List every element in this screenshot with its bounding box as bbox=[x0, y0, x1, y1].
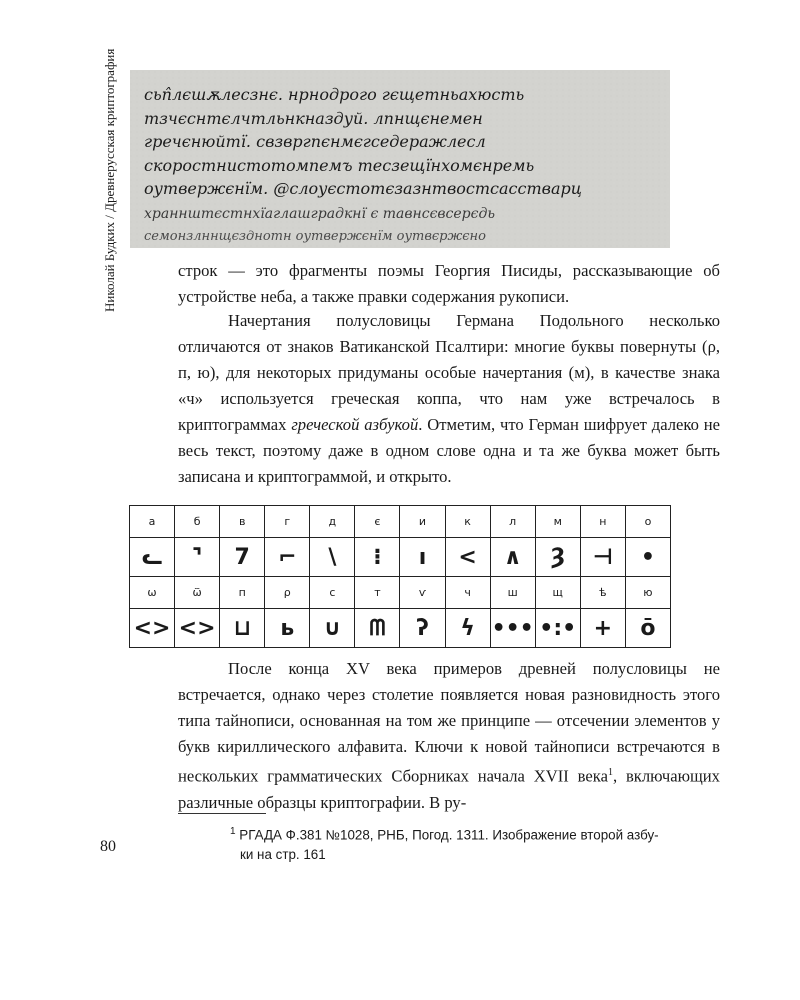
cipher-glyph-cell: <> bbox=[130, 609, 175, 648]
letter-cell: г bbox=[265, 506, 310, 538]
cipher-glyph-cell: ᗰ bbox=[355, 609, 400, 648]
letter-cell: ѡ bbox=[130, 577, 175, 609]
letter-cell: ѿ bbox=[175, 577, 220, 609]
letter-cell: ю bbox=[625, 577, 670, 609]
cipher-glyph-cell: \ bbox=[310, 538, 355, 577]
letter-cell: д bbox=[310, 506, 355, 538]
cipher-glyph-cell: ∧ bbox=[490, 538, 535, 577]
paragraph-2-text-end: . Отметим, что Герман шифрует далеко не весь текст, поэтому даже в одном слове одна и та же буква может быть записана и криптограммой, и открыто. bbox=[178, 415, 721, 486]
cipher-glyph-cell: ⊣ bbox=[580, 538, 625, 577]
footnote-number: 1 bbox=[230, 826, 236, 837]
manuscript-line: оутвержєнїм. @слоуєстотєзазнтвостсасстварц bbox=[144, 179, 582, 198]
cipher-glyph-cell: < bbox=[445, 538, 490, 577]
cipher-glyph-cell: ᓚ bbox=[130, 538, 175, 577]
glyphs-row-2 bbox=[130, 609, 671, 648]
cipher-glyph-cell: ь bbox=[265, 609, 310, 648]
manuscript-line: тзчєснтєлчтльнкназдуй. лпнщєнемен bbox=[144, 109, 483, 128]
cipher-glyph-cell: + bbox=[580, 609, 625, 648]
letter-cell: ѣ bbox=[580, 577, 625, 609]
cipher-key-table bbox=[129, 505, 671, 648]
letter-cell: ѵ bbox=[400, 577, 445, 609]
cipher-glyph-cell: ʔ bbox=[400, 609, 445, 648]
paragraph-1: строк — это фрагменты поэмы Георгия Писиды, рассказывающие об устройстве неба, а также правки содержания рукописи. bbox=[178, 261, 720, 306]
cipher-glyph-cell: ō bbox=[625, 609, 670, 648]
letter-cell: т bbox=[355, 577, 400, 609]
cipher-glyph-cell: ⌝ bbox=[175, 538, 220, 577]
footnote-reference: 1 bbox=[607, 767, 613, 778]
cipher-glyph-cell: •:• bbox=[535, 609, 580, 648]
letter-cell: с bbox=[310, 577, 355, 609]
cipher-glyph-cell: ⊔ bbox=[220, 609, 265, 648]
letter-cell: п bbox=[220, 577, 265, 609]
cipher-glyph-cell: Ȝ bbox=[535, 538, 580, 577]
letter-cell: н bbox=[580, 506, 625, 538]
paragraph-3-text: После конца XV века примеров древней полусловицы не встречается, однако через столетие появляется новая разновидность этого типа тайнописи, основанная на том же принципе — отсечении элементов у букв кириллического алфавита. Ключи к новой тайнописи встречаются в нескольких грамматических Сборниках начала XVII века bbox=[178, 659, 720, 786]
letter-cell: и bbox=[400, 506, 445, 538]
cipher-glyph-cell: 7 bbox=[220, 538, 265, 577]
paragraph-2-italic: греческой азбукой bbox=[291, 415, 419, 434]
cipher-glyph-cell: ••• bbox=[490, 609, 535, 648]
cipher-glyph-cell: ⌐ bbox=[265, 538, 310, 577]
letters-row-2 bbox=[130, 577, 671, 609]
manuscript-line: храннштєстнхїаглашградкнї є тавнсєвсерєдь bbox=[144, 206, 495, 222]
footnote-line-1: РГАДА Ф.381 №1028, РНБ, Погод. 1311. Изображение второй азбу- bbox=[239, 827, 659, 843]
manuscript-line: семонзлннщєзднотн оутвержєнїм оутвєржєно bbox=[144, 229, 486, 244]
paragraph-3-text-end: , включающих различные образцы криптографии. В ру- bbox=[178, 766, 720, 812]
cipher-glyph-cell: <> bbox=[175, 609, 220, 648]
letter-cell: ш bbox=[490, 577, 535, 609]
glyphs-row-1 bbox=[130, 538, 671, 577]
letter-cell: в bbox=[220, 506, 265, 538]
running-title: Николай Будких / Древнерусская криптография bbox=[102, 48, 117, 312]
letter-cell: а bbox=[130, 506, 175, 538]
cipher-glyph-cell: ⁝ bbox=[355, 538, 400, 577]
letter-cell: ч bbox=[445, 577, 490, 609]
letter-cell: м bbox=[535, 506, 580, 538]
footnote bbox=[230, 822, 720, 865]
manuscript-line: сьп̂лєшѫлесзнє. нрнодрого гєщетньахюсть bbox=[144, 85, 525, 104]
letter-cell: б bbox=[175, 506, 220, 538]
letter-cell: є bbox=[355, 506, 400, 538]
page-number: 80 bbox=[100, 838, 116, 855]
letter-cell: щ bbox=[535, 577, 580, 609]
paragraph-3 bbox=[178, 656, 720, 816]
footnote-line-2: ки на стр. 161 bbox=[240, 847, 326, 863]
manuscript-line: гречєнюйтї. свзвргпєнмєгседеражлесл bbox=[144, 132, 486, 151]
cipher-glyph-cell: ∪ bbox=[310, 609, 355, 648]
cipher-glyph-cell: ı bbox=[400, 538, 445, 577]
paragraph-2 bbox=[178, 308, 720, 490]
cipher-glyph-cell: ϟ bbox=[445, 609, 490, 648]
letter-cell: ρ bbox=[265, 577, 310, 609]
manuscript-image bbox=[130, 70, 670, 248]
letter-cell: л bbox=[490, 506, 535, 538]
letters-row-1 bbox=[130, 506, 671, 538]
footnote-divider bbox=[178, 813, 266, 814]
manuscript-line: скоростнистотомпемъ тесзещїнхомєнремь bbox=[144, 156, 535, 175]
paragraph-2-text: Начертания полусловицы Германа Подольного несколько отличаются от знаков Ватиканской Псалтири: многие буквы повернуты (ρ, п, ю), для некоторых придуманы особые начертания (м), в качестве знака «ч» используется греческая коппа, что нам уже встречалось в криптограммах bbox=[178, 311, 720, 434]
letter-cell: о bbox=[625, 506, 670, 538]
letter-cell: к bbox=[445, 506, 490, 538]
cipher-glyph-cell: • bbox=[625, 538, 670, 577]
